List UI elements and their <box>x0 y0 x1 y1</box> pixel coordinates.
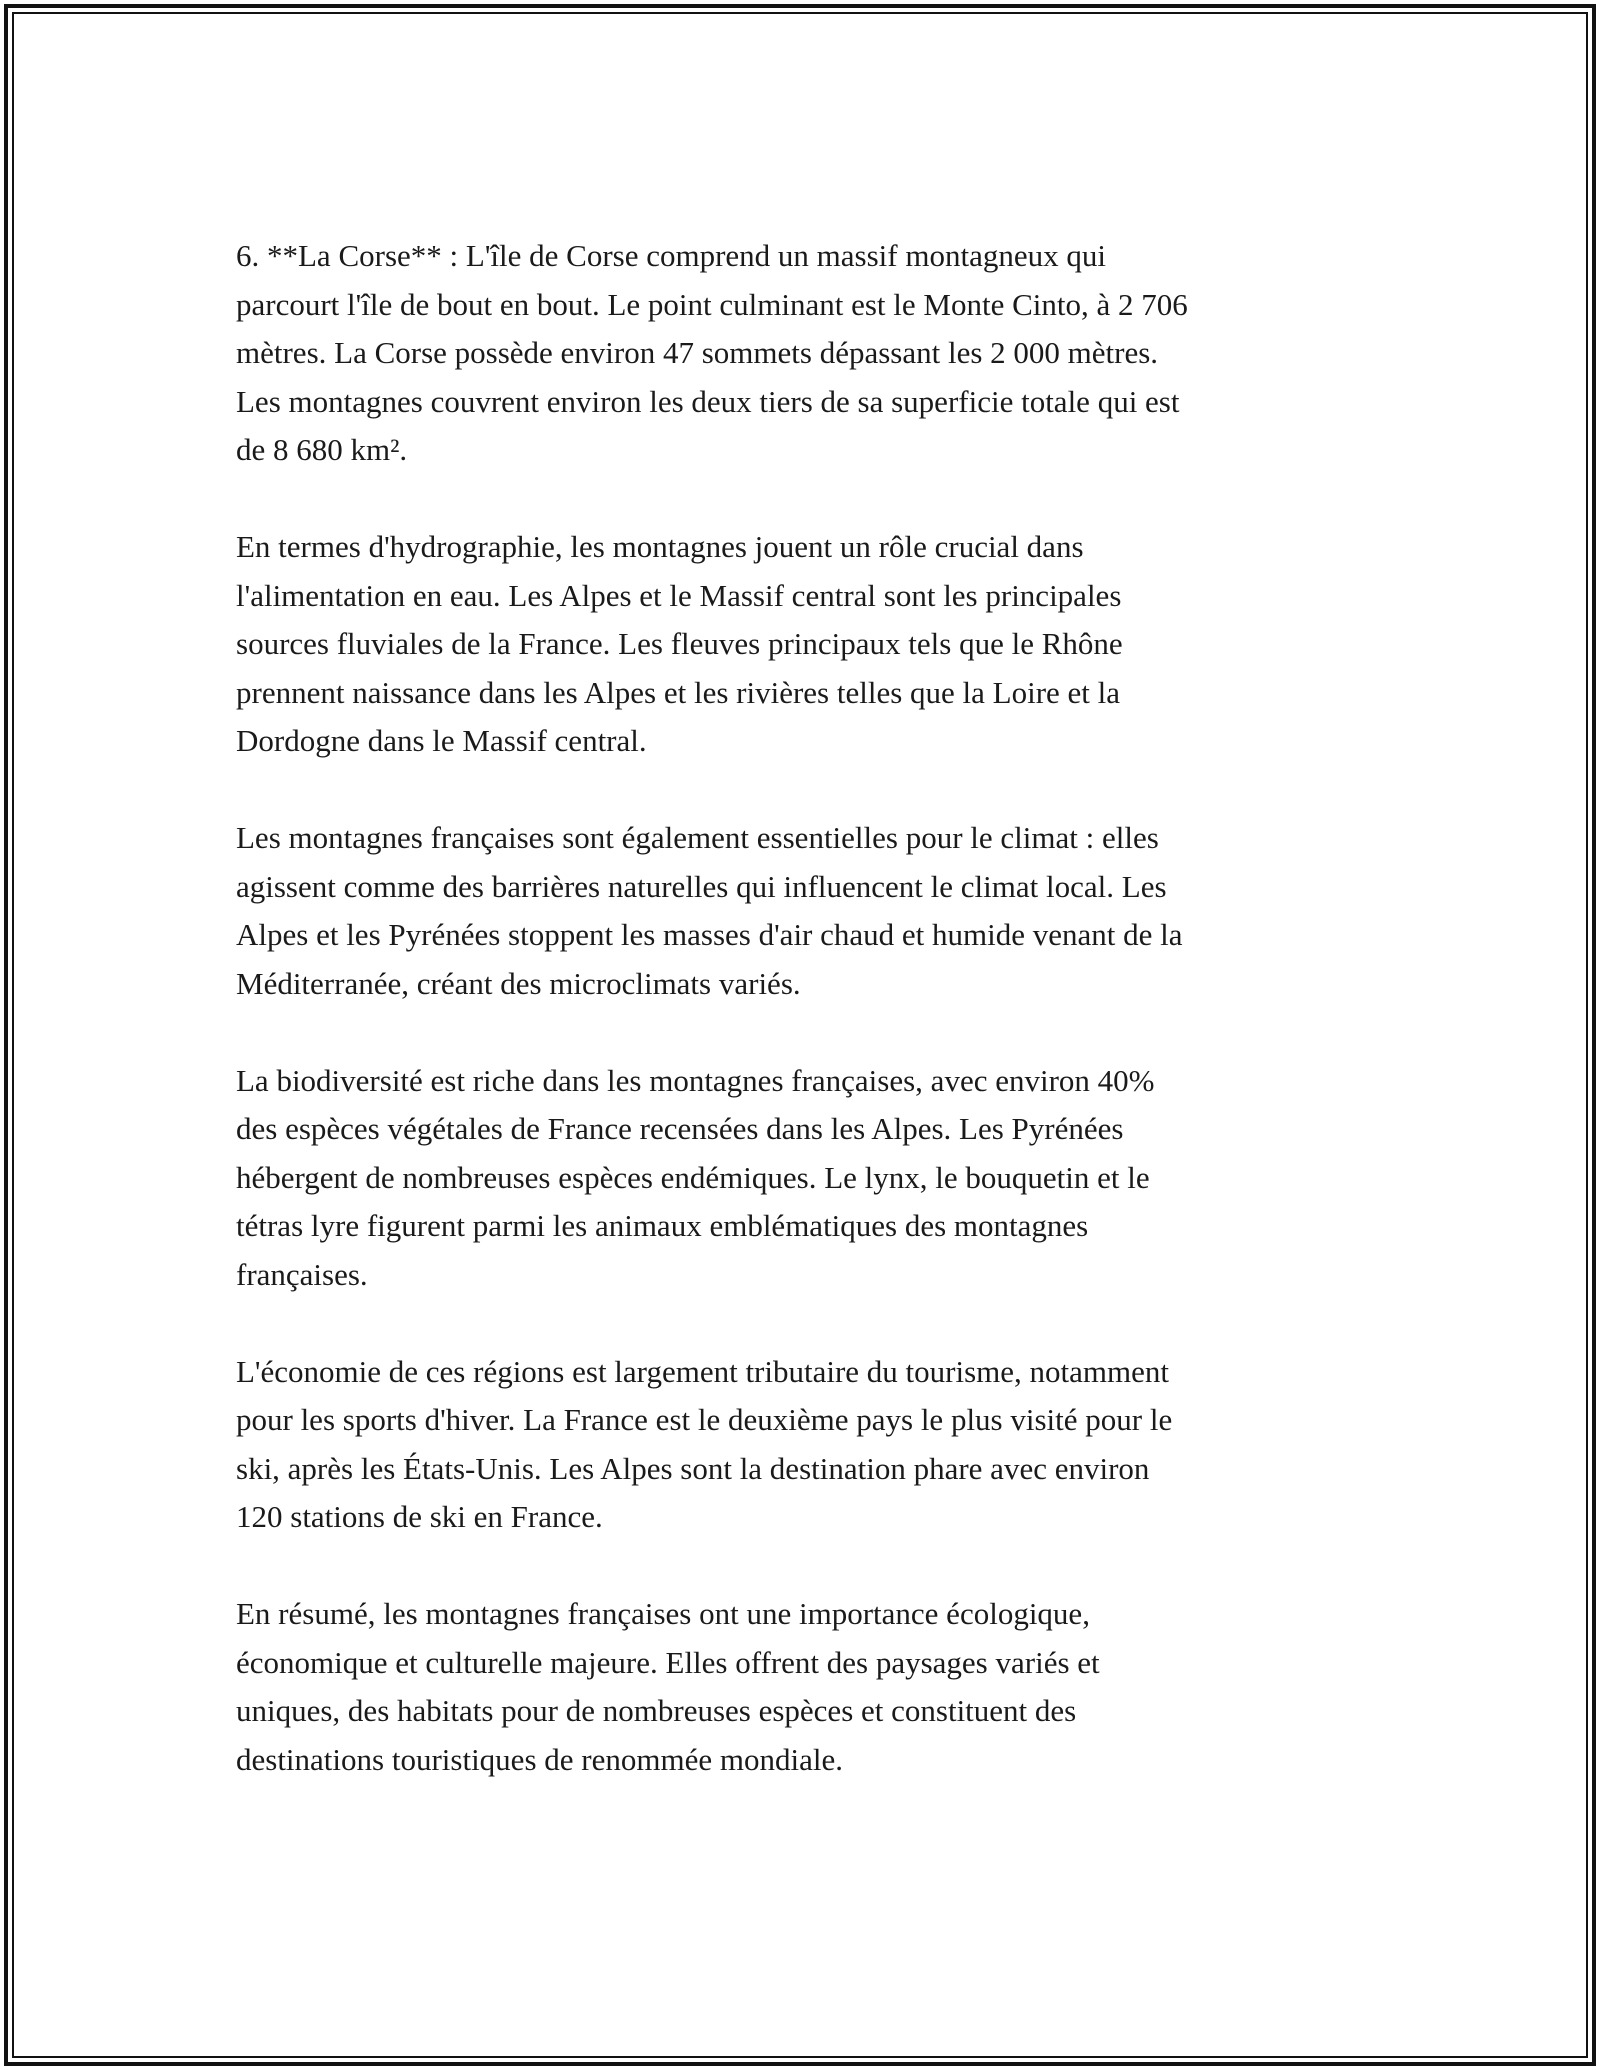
paragraph-resume: En résumé, les montagnes françaises ont une importance écologique, économique et culturelle majeure. Elles offrent des paysages variés et uniques, des habitats pour de nombreuses espèces et constituent des destinations touristiques de renommée mondiale. <box>236 1596 1100 1777</box>
paragraph-climat: Les montagnes françaises sont également essentielles pour le climat : elles agissent comme des barrières naturelles qui influencent le climat local. Les Alpes et les Pyrénées stoppent les masses d'air chaud et humide venant de la Méditerranée, créant des microclimats variés. <box>236 820 1183 1001</box>
paragraph-corse: 6. **La Corse** : L'île de Corse comprend un massif montagneux qui parcourt l'île de bout en bout. Le point culminant est le Monte Cinto, à 2 706 mètres. La Corse possède environ 47 sommets dépassant les 2 000 mètres. Les montagnes couvrent environ les deux tiers de sa superficie totale qui est de 8 680 km². <box>236 238 1188 467</box>
document-body <box>236 232 1376 1784</box>
paragraph-hydrographie: En termes d'hydrographie, les montagnes jouent un rôle crucial dans l'alimentation en eau. Les Alpes et le Massif central sont les principales sources fluviales de la France. Les fleuves principaux tels que le Rhône prennent naissance dans les Alpes et les rivières telles que la Loire et la Dordogne dans le Massif central. <box>236 529 1123 758</box>
paragraph-economie: L'économie de ces régions est largement tributaire du tourisme, notamment pour les sports d'hiver. La France est le deuxième pays le plus visité pour le ski, après les États-Unis. Les Alpes sont la destination phare avec environ 120 stations de ski en France. <box>236 1353 1173 1534</box>
paragraph-biodiversite: La biodiversité est riche dans les montagnes françaises, avec environ 40% des espèces végétales de France recensées dans les Alpes. Les Pyrénées hébergent de nombreuses espèces endémiques. Le lynx, le bouquetin et le tétras lyre figurent parmi les animaux emblématiques des montagnes françaises. <box>236 1062 1155 1292</box>
